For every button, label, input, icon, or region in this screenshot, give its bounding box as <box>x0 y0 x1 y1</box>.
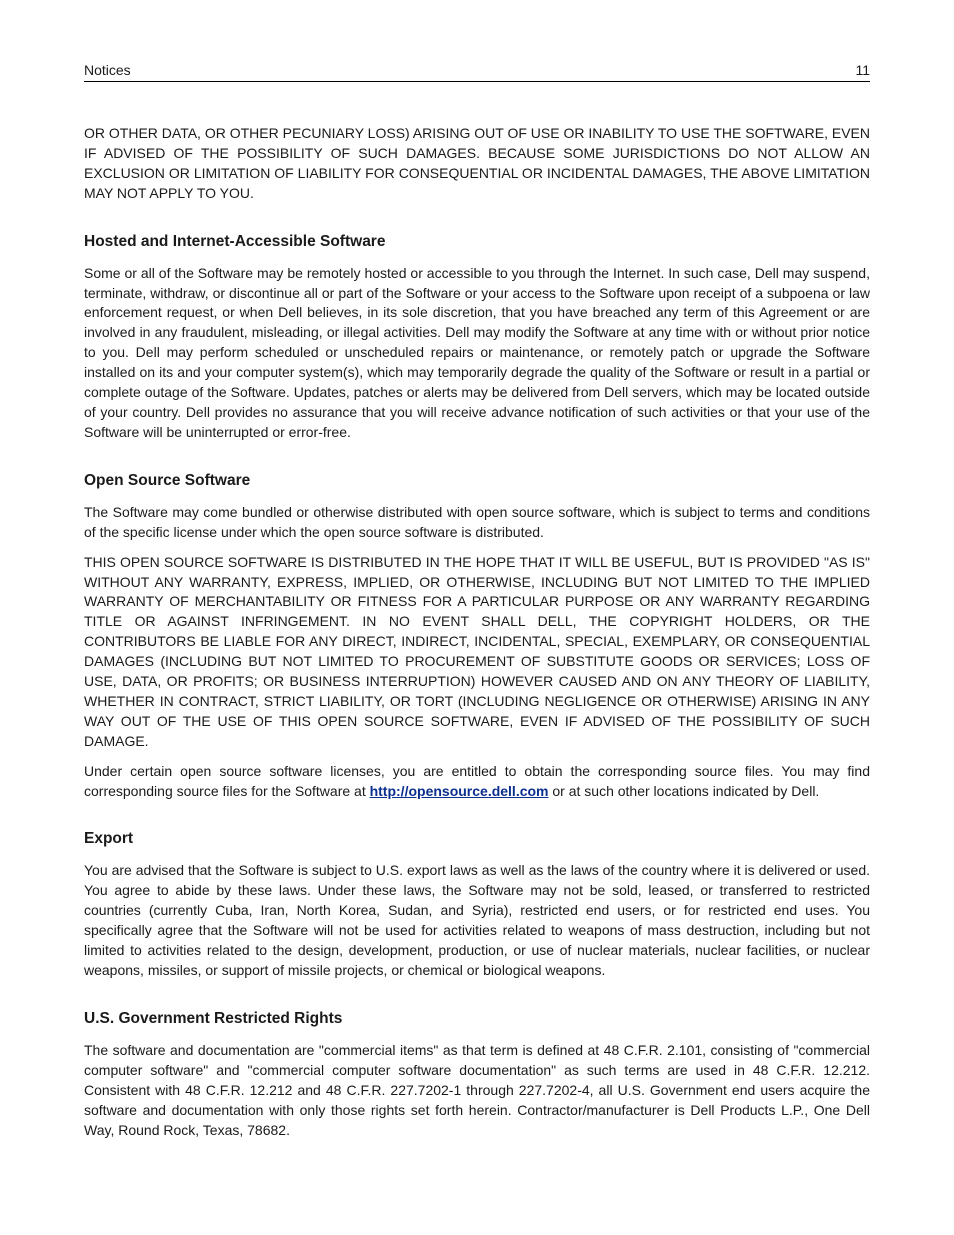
section-heading-export: Export <box>84 830 134 848</box>
gov-rights-paragraph: The software and documentation are "commercial items" as that term is defined at 48 C.F.R. 2.101, consisting of "commercial computer software" and "commercial computer software documentation" as such terms are used in 48 C.F.R. 12.212. Consistent with 48 C.F.R. 12.212 and 48 C.F.R. 227.7202-1 through 227.7202-4, all U.S. Government end users acquire the software and documentation with only those rights set forth herein. Contractor/manufacturer is Dell Products L.P., One Dell Way, Round Rock, Texas, 78682. <box>84 1041 870 1138</box>
section-heading-open-source: Open Source Software <box>84 471 251 489</box>
intro-paragraph: OR OTHER DATA, OR OTHER PECUNIARY LOSS) ARISING OUT OF USE OR INABILITY TO USE THE SOFTWARE, EVEN IF ADVISED OF THE POSSIBILITY OF SUCH DAMAGES. BECAUSE SOME JURISDICTIONS DO NOT ALLOW AN EXCLUSION OR LIMITATION OF LIABILITY FOR CONSEQUENTIAL OR INCIDENTAL DAMAGES, THE ABOVE LIMITATION MAY NOT APPLY TO YOU. <box>84 125 870 201</box>
opensource-dell-link[interactable]: http://opensource.dell.com <box>369 782 549 799</box>
section-heading-hosted: Hosted and Internet-Accessible Software <box>84 232 386 250</box>
header-divider <box>84 81 870 82</box>
page-body <box>84 124 870 1150</box>
page-header <box>84 60 870 80</box>
open-source-paragraph-1: The Software may come bundled or otherwise distributed with open source software, which is subject to terms and conditions of the specific license under which the open source software is distributed. <box>84 503 870 540</box>
hosted-paragraph: Some or all of the Software may be remotely hosted or accessible to you through the Internet. In such case, Dell may suspend, terminate, withdraw, or discontinue all or part of the Software or your access to the Software upon receipt of a subpoena or law enforcement request, or when Dell believes, in its sole discretion, that you have breached any term of this Agreement or are involved in any fraudulent, misleading, or illegal activities. Dell may modify the Software at any time with or without prior notice to you. Dell may perform scheduled or unscheduled repairs or maintenance, or remotely patch or upgrade the Software installed on its and your computer system(s), which may temporarily degrade the quality of the Software or result in a partial or complete outage of the Software. Updates, patches or alerts may be delivered from Dell servers, which may be located outside of your country. Dell provides no assurance that you will receive advance notification of such activities or that your use of the Software will be uninterrupted or error-free. <box>84 264 870 440</box>
open-source-text-after-link: or at such other locations indicated by Dell. <box>548 782 820 799</box>
header-section-title: Notices <box>84 62 131 78</box>
page-number: 11 <box>855 62 870 78</box>
section-heading-gov-rights: U.S. Government Restricted Rights <box>84 1009 343 1027</box>
open-source-text-before-link: Under certain open source software licenses, you are entitled to obtain the corresponding source files. You may find corresponding source files for the Software at <box>84 762 870 799</box>
open-source-paragraph-3 <box>84 762 870 802</box>
export-paragraph: You are advised that the Software is subject to U.S. export laws as well as the laws of the country where it is delivered or used. You agree to abide by these laws. Under these laws, the Software may not be sold, leased, or transferred to restricted countries (currently Cuba, Iran, North Korea, Sudan, and Syria), restricted end users, or for restricted end uses. You specifically agree that the Software will not be used for activities related to weapons of mass destruction, including but not limited to activities related to the design, development, production, or use of nuclear materials, nuclear facilities, or nuclear weapons, missiles, or support of missile projects, or chemical or biological weapons. <box>84 862 870 978</box>
open-source-paragraph-2: THIS OPEN SOURCE SOFTWARE IS DISTRIBUTED IN THE HOPE THAT IT WILL BE USEFUL, BUT IS PROVIDED "AS IS" WITHOUT ANY WARRANTY, EXPRESS, IMPLIED, OR OTHERWISE, INCLUDING BUT NOT LIMITED TO THE IMPLIED WARRANTY OF MERCHANTABILITY OR FITNESS FOR A PARTICULAR PURPOSE OR ANY WARRANTY REGARDING TITLE OR AGAINST INFRINGEMENT. IN NO EVENT SHALL DELL, THE COPYRIGHT HOLDERS, OR THE CONTRIBUTORS BE LIABLE FOR ANY DIRECT, INDIRECT, INCIDENTAL, SPECIAL, EXEMPLARY, OR CONSEQUENTIAL DAMAGES (INCLUDING BUT NOT LIMITED TO PROCUREMENT OF SUBSTITUTE GOODS OR SERVICES; LOSS OF USE, DATA, OR PROFITS; OR BUSINESS INTERRUPTION) HOWEVER CAUSED AND ON ANY THEORY OF LIABILITY, WHETHER IN CONTRACT, STRICT LIABILITY, OR TORT (INCLUDING NEGLIGENCE OR OTHERWISE) ARISING IN ANY WAY OUT OF THE USE OF THIS OPEN SOURCE SOFTWARE, EVEN IF ADVISED OF THE POSSIBILITY OF SUCH DAMAGE. <box>84 553 870 749</box>
